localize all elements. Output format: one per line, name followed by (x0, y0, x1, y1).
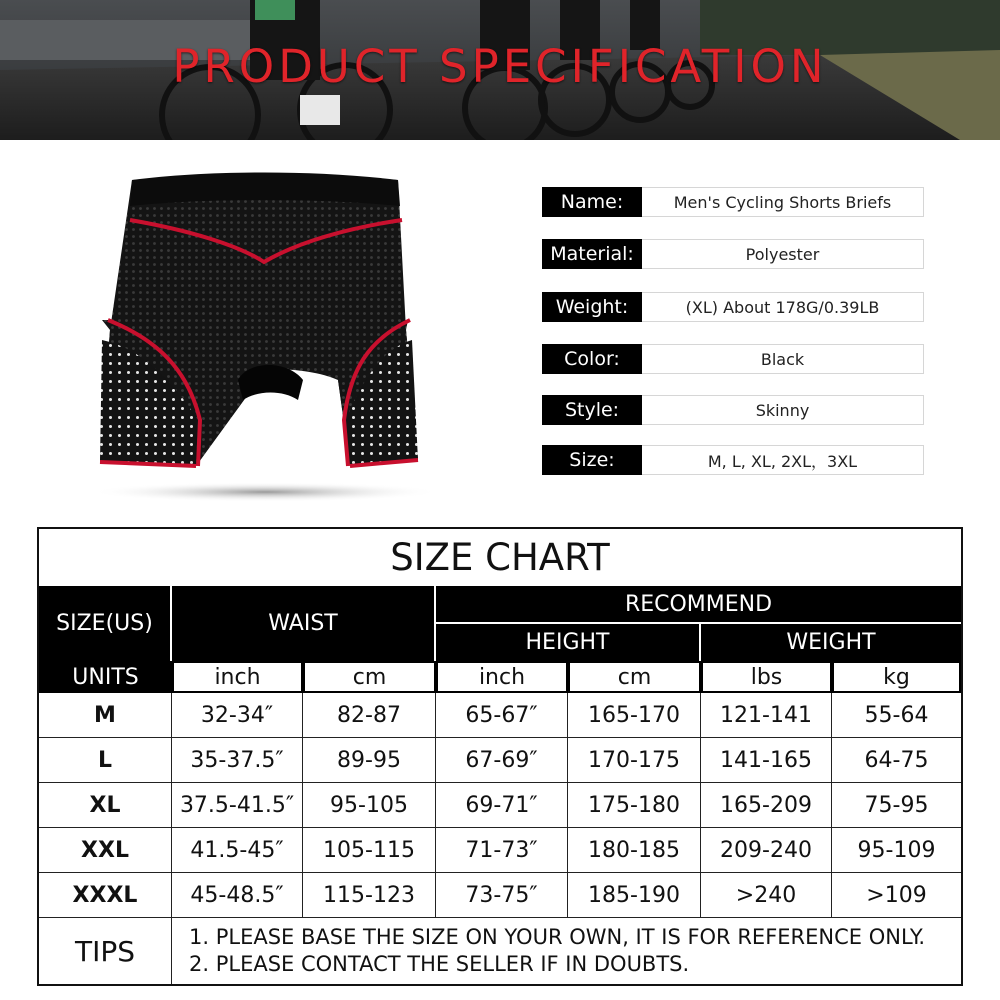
table-cell: 41.5-45″ (172, 828, 303, 873)
table-cell: 65-67″ (436, 693, 568, 738)
table-cell: 35-37.5″ (172, 738, 303, 783)
unit-label: cm (568, 661, 701, 693)
table-cell: 175-180 (568, 783, 701, 828)
spec-value: Polyester (642, 239, 924, 269)
table-cell: 89-95 (303, 738, 436, 783)
size-cell: XXL (39, 828, 172, 873)
table-cell: 165-170 (568, 693, 701, 738)
shorts-illustration (88, 170, 438, 510)
spec-label: Size: (542, 445, 642, 475)
table-cell: 75-95 (832, 783, 961, 828)
spec-value: Men's Cycling Shorts Briefs (642, 187, 924, 217)
spec-label: Material: (542, 239, 642, 269)
spec-value: Skinny (642, 395, 924, 425)
header-banner (0, 0, 1000, 140)
spec-value: Black (642, 344, 924, 374)
table-cell: 165-209 (701, 783, 832, 828)
spec-row-color (542, 344, 924, 374)
table-cell: >240 (701, 873, 832, 918)
tip-line: 1. PLEASE BASE THE SIZE ON YOUR OWN, IT IS FOR REFERENCE ONLY. (189, 925, 926, 949)
spec-label: Name: (542, 187, 642, 217)
table-cell: 141-165 (701, 738, 832, 783)
table-cell: 170-175 (568, 738, 701, 783)
header-units: UNITS (39, 661, 172, 693)
unit-label: inch (436, 661, 568, 693)
spec-row-size (542, 445, 924, 475)
table-cell: 64-75 (832, 738, 961, 783)
unit-label: kg (832, 661, 961, 693)
table-cell: 121-141 (701, 693, 832, 738)
table-cell: 67-69″ (436, 738, 568, 783)
size-cell: L (39, 738, 172, 783)
table-cell: 180-185 (568, 828, 701, 873)
table-cell: 71-73″ (436, 828, 568, 873)
table-cell: 45-48.5″ (172, 873, 303, 918)
size-cell: XXXL (39, 873, 172, 918)
table-cell: 37.5-41.5″ (172, 783, 303, 828)
table-cell: 82-87 (303, 693, 436, 738)
table-cell: 73-75″ (436, 873, 568, 918)
header-height: HEIGHT (436, 624, 701, 661)
table-cell: 209-240 (701, 828, 832, 873)
spec-value: (XL) About 178G/0.39LB (642, 292, 924, 322)
size-cell: M (39, 693, 172, 738)
table-cell: 69-71″ (436, 783, 568, 828)
header-waist: WAIST (172, 586, 436, 661)
spec-row-style (542, 395, 924, 425)
header-weight: WEIGHT (701, 624, 961, 661)
spec-row-weight (542, 292, 924, 322)
unit-label: cm (303, 661, 436, 693)
table-cell: 55-64 (832, 693, 961, 738)
spec-label: Style: (542, 395, 642, 425)
size-cell: XL (39, 783, 172, 828)
header-recommend: RECOMMEND (436, 586, 961, 624)
spec-value: M, L, XL, 2XL，3XL (642, 445, 924, 475)
header-size: SIZE(US) (39, 586, 172, 661)
table-cell: 32-34″ (172, 693, 303, 738)
unit-label: lbs (701, 661, 832, 693)
table-cell: >109 (832, 873, 961, 918)
spec-label: Weight: (542, 292, 642, 322)
banner-title: PRODUCT SPECIFICATION (172, 40, 828, 93)
table-cell: 95-105 (303, 783, 436, 828)
table-cell: 95-109 (832, 828, 961, 873)
spec-label: Color: (542, 344, 642, 374)
size-chart-title: SIZE CHART (390, 536, 610, 579)
table-cell: 185-190 (568, 873, 701, 918)
table-cell: 105-115 (303, 828, 436, 873)
unit-label: inch (172, 661, 303, 693)
table-cell: 115-123 (303, 873, 436, 918)
spec-row-name (542, 187, 924, 217)
tips-label: TIPS (39, 918, 172, 984)
tips-text (189, 924, 949, 984)
tip-line: 2. PLEASE CONTACT THE SELLER IF IN DOUBTS. (189, 952, 690, 976)
spec-row-material (542, 239, 924, 269)
cycling-shorts-image (88, 170, 438, 510)
size-chart-table (37, 527, 963, 986)
